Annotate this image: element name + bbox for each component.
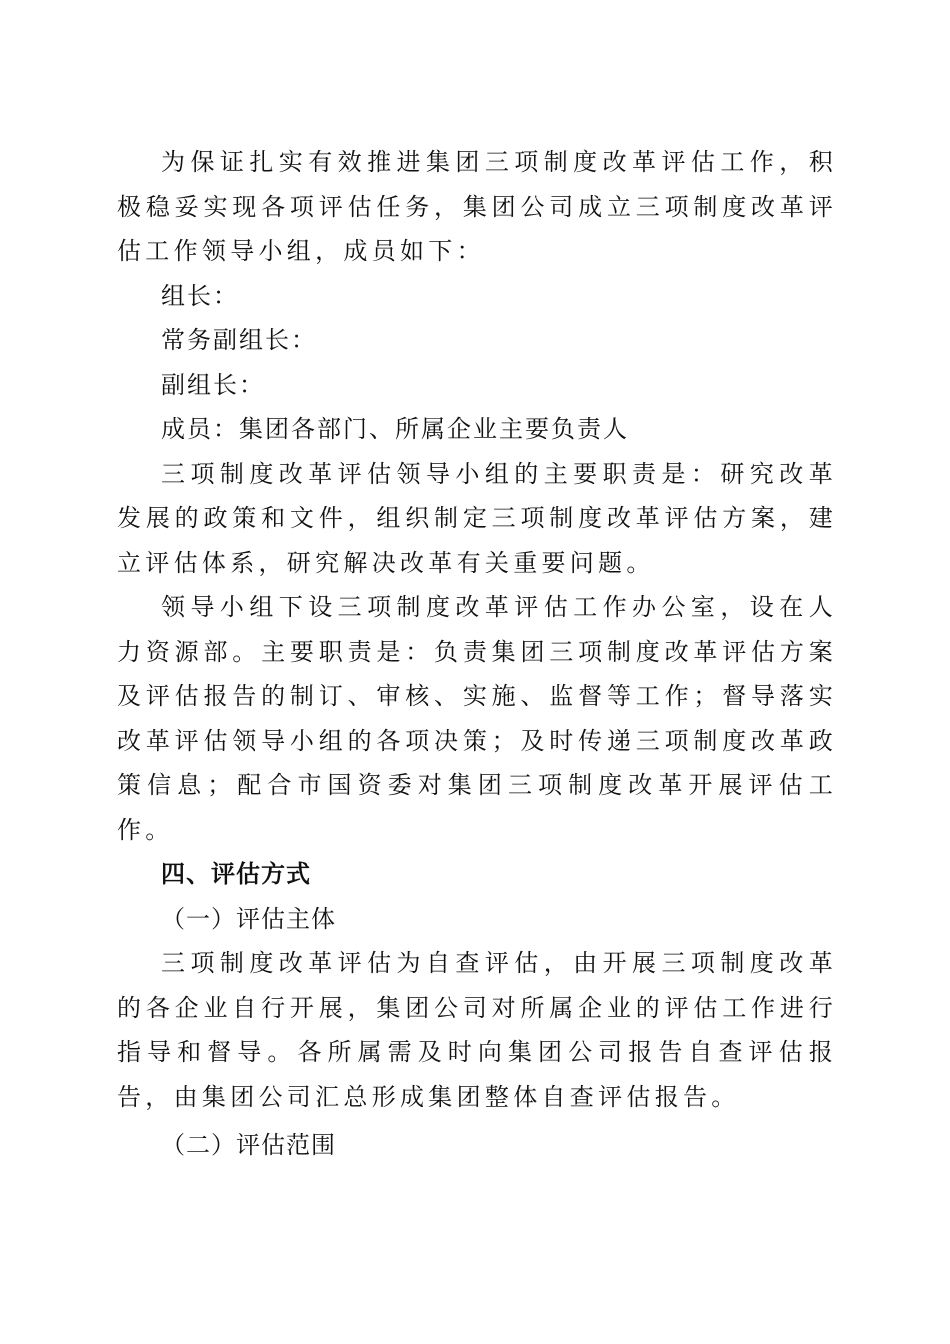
leader-line: 组长：: [161, 281, 239, 310]
executive-deputy-line: 常务副组长：: [161, 326, 317, 354]
section-four-heading: 四、评估方式: [161, 859, 311, 888]
intro-paragraph: 为保证扎实有效推进集团三项制度改革评估工作，积极稳妥实现各项评估任务，集团公司成立三项制度改革评估工作领导小组，成员如下：: [117, 148, 837, 265]
subsection-one-paragraph: 三项制度改革评估为自查评估，由开展三项制度改革的各企业自行开展，集团公司对所属企业的评估工作进行指导和督导。各所属需及时向集团公司报告自查评估报告，由集团公司汇总形成集团整体自查评估报告。: [117, 949, 837, 1111]
duties-paragraph: 三项制度改革评估领导小组的主要职责是：研究改革发展的政策和文件，组织制定三项制度改革评估方案，建立评估体系，研究解决改革有关重要问题。: [117, 459, 837, 577]
office-paragraph: 领导小组下设三项制度改革评估工作办公室，设在人力资源部。主要职责是：负责集团三项制度改革评估方案及评估报告的制订、审核、实施、监督等工作；督导落实改革评估领导小组的各项决策；及时传递三项制度改革政策信息；配合市国资委对集团三项制度改革开展评估工作。: [117, 593, 837, 844]
subsection-one-heading: （一）评估主体: [161, 904, 336, 933]
deputy-line: 副组长：: [161, 370, 265, 399]
document-body: [117, 140, 837, 1168]
members-line: 成员：集团各部门、所属企业主要负责人: [161, 415, 629, 443]
subsection-two-heading: （二）评估范围: [161, 1131, 336, 1159]
